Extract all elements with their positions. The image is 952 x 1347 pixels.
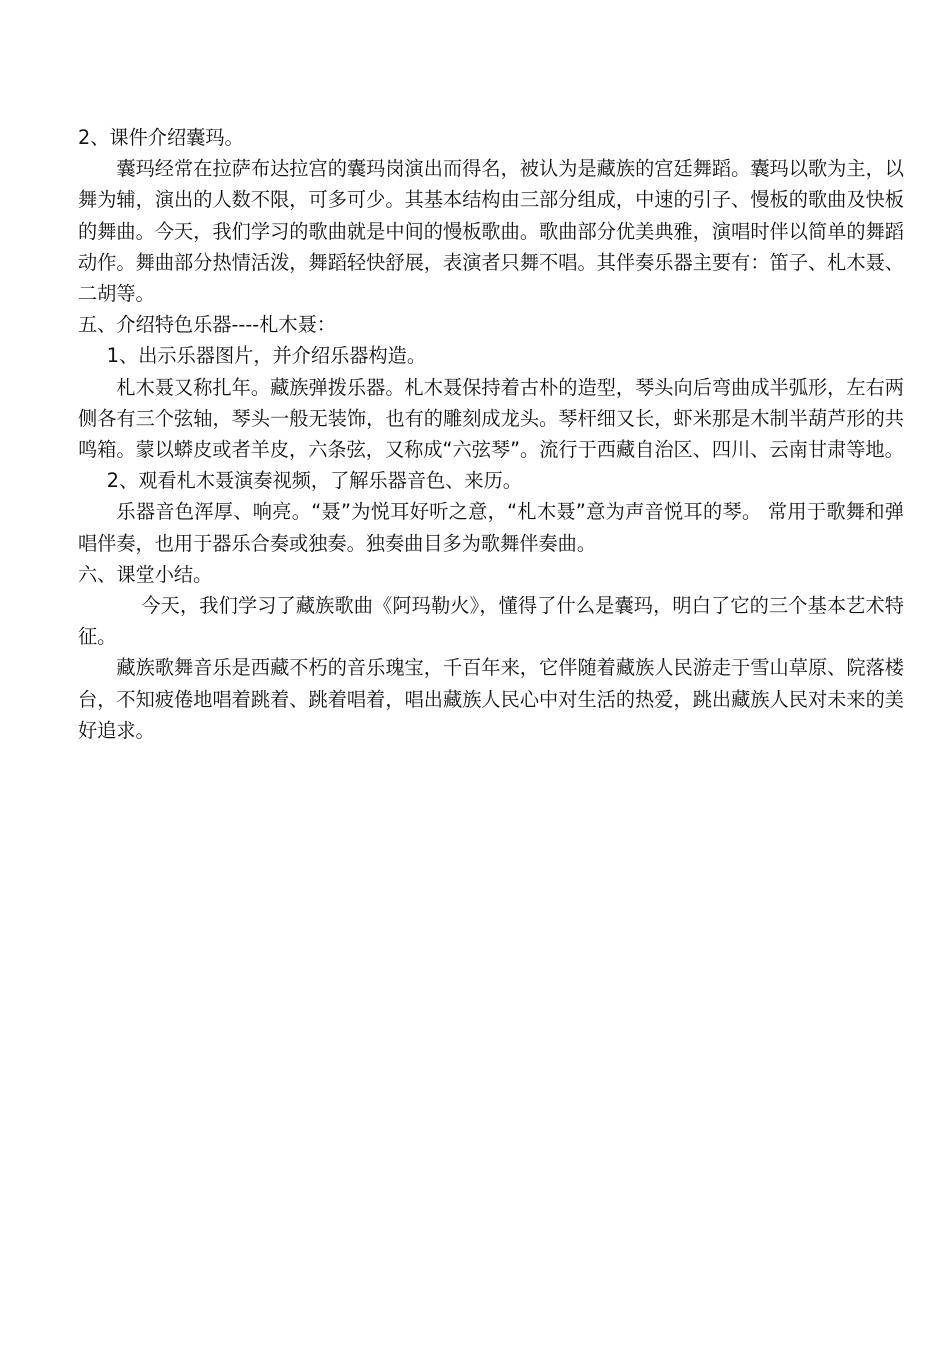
paragraph-summary-closing: 藏族歌舞音乐是西藏不朽的音乐瑰宝，千百年来，它伴随着藏族人民游走于雪山草原、院落楼台，不知疲倦地唱着跳着、跳着唱着，唱出藏族人民心中对生活的热爱，跳出藏族人民对未来的美好追求。	[78, 656, 904, 742]
subsection-heading-show-picture: 1、出示乐器图片，并介绍乐器构造。	[106, 344, 427, 368]
subsection-heading-courseware: 2、课件介绍囊玛。	[78, 126, 244, 149]
paragraph-zhamunie-timbre: 乐器音色浑厚、响亮。“聂”为悦耳好听之意，“札木聂”意为声音悦耳的琴。 常用于歌舞和弹唱伴奏，也用于器乐合奏或独奏。独奏曲目多为歌舞伴奏曲。	[78, 500, 904, 555]
document-page	[78, 122, 904, 746]
paragraph-zhamunie-structure: 札木聂又称扎年。藏族弹拨乐器。札木聂保持着古朴的造型，琴头向后弯曲成半弧形，左右两侧各有三个弦轴，琴头一般无装饰，也有的雕刻成龙头。琴杆细又长，虾米那是木制半葫芦形的共鸣箱。蒙以蟒皮或者羊皮，六条弦，又称成“六弦琴”。流行于西藏自治区、四川、云南甘肃等地。	[78, 375, 904, 462]
section-heading-instrument: 五、介绍特色乐器----札木聂：	[78, 313, 336, 337]
subsection-heading-watch-video: 2、观看札木聂演奏视频，了解乐器音色、来历。	[106, 469, 522, 493]
section-heading-summary: 六、课堂小结。	[78, 562, 213, 586]
paragraph-nangma-intro: 囊玛经常在拉萨布达拉宫的囊玛岗演出而得名，被认为是藏族的宫廷舞蹈。囊玛以歌为主，以舞为辅，演出的人数不限，可多可少。其基本结构由三部分组成，中速的引子、慢板的歌曲及快板的舞曲。今天，我们学习的歌曲就是中间的慢板歌曲。歌曲部分优美典雅，演唱时伴以简单的舞蹈动作。舞曲部分热情活泼，舞蹈轻快舒展，表演者只舞不唱。其伴奏乐器主要有：笛子、札木聂、二胡等。	[78, 157, 904, 306]
paragraph-summary-today: 今天，我们学习了藏族歌曲《阿玛勒火》，懂得了什么是囊玛，明白了它的三个基本艺术特征。	[78, 594, 904, 649]
